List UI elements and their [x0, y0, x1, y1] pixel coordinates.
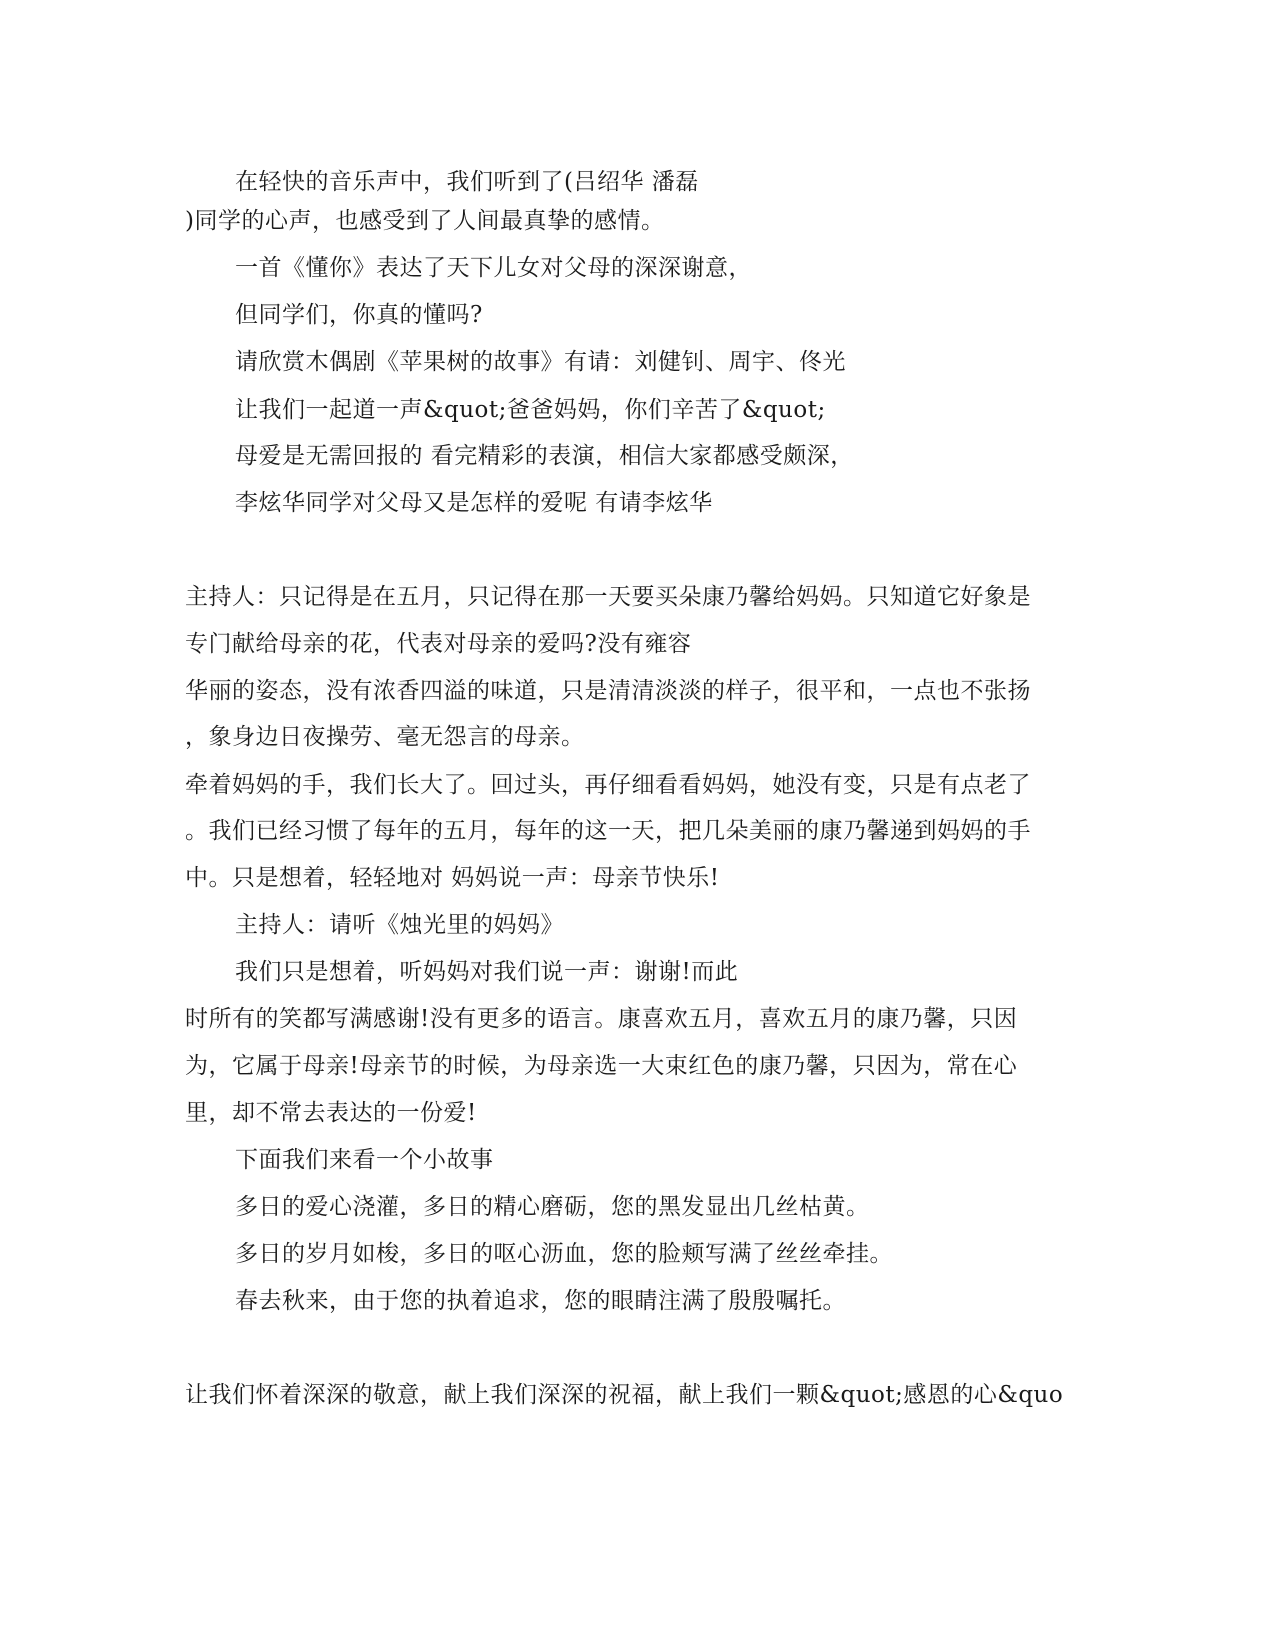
text-line: 下面我们来看一个小故事: [235, 1147, 494, 1173]
text-line: 主持人：请听《烛光里的妈妈》: [235, 912, 564, 938]
text-line: 为，它属于母亲!母亲节的时候，为母亲选一大束红色的康乃馨，只因为，常在心: [185, 1053, 1018, 1079]
text-line: 我们只是想着，听妈妈对我们说一声：谢谢!而此: [235, 959, 739, 985]
text-line: 但同学们，你真的懂吗?: [235, 302, 483, 328]
text-line: 里，却不常去表达的一份爱!: [185, 1100, 477, 1126]
text-line: 母爱是无需回报的 看完精彩的表演，相信大家都感受颇深，: [235, 443, 854, 469]
text-line: 中。只是想着，轻轻地对 妈妈说一声：母亲节快乐!: [185, 865, 720, 891]
text-line: 多日的爱心浇灌，多日的精心磨砺，您的黑发显出几丝枯黄。: [235, 1194, 870, 1220]
text-line: 李炫华同学对父母又是怎样的爱呢 有请李炫华: [235, 490, 713, 516]
text-line: 让我们一起道一声&quot;爸爸妈妈，你们辛苦了&quot;: [235, 397, 826, 423]
text-line: )同学的心声，也感受到了人间最真挚的感情。: [185, 208, 665, 234]
text-line: 主持人：只记得是在五月，只记得在那一天要买朵康乃馨给妈妈。只知道它好象是: [185, 584, 1031, 610]
text-line: 牵着妈妈的手，我们长大了。回过头，再仔细看看妈妈，她没有变，只是有点老了: [185, 772, 1031, 798]
text-line: 让我们怀着深深的敬意，献上我们深深的祝福，献上我们一颗&quot;感恩的心&quo: [185, 1382, 1064, 1408]
text-line: 时所有的笑都写满感谢!没有更多的语言。康喜欢五月，喜欢五月的康乃馨，只因: [185, 1006, 1018, 1032]
text-line: ，象身边日夜操劳、毫无怨言的母亲。: [185, 724, 585, 750]
text-line: 请欣赏木偶剧《苹果树的故事》有请：刘健钊、周宇、佟光: [235, 349, 846, 375]
text-line: 春去秋来，由于您的执着追求，您的眼睛注满了殷殷嘱托。: [235, 1288, 846, 1314]
text-line: 华丽的姿态，没有浓香四溢的味道，只是清清淡淡的样子，很平和，一点也不张扬: [185, 678, 1031, 704]
text-line: 一首《懂你》表达了天下儿女对父母的深深谢意，: [235, 255, 752, 281]
text-line: 在轻快的音乐声中，我们听到了(吕绍华 潘磊: [235, 169, 699, 195]
text-line: 专门献给母亲的花，代表对母亲的爱吗?没有雍容: [185, 631, 692, 657]
text-line: 。我们已经习惯了每年的五月，每年的这一天，把几朵美丽的康乃馨递到妈妈的手: [185, 818, 1031, 844]
text-line: 多日的岁月如梭，多日的呕心沥血，您的脸颊写满了丝丝牵挂。: [235, 1241, 893, 1267]
